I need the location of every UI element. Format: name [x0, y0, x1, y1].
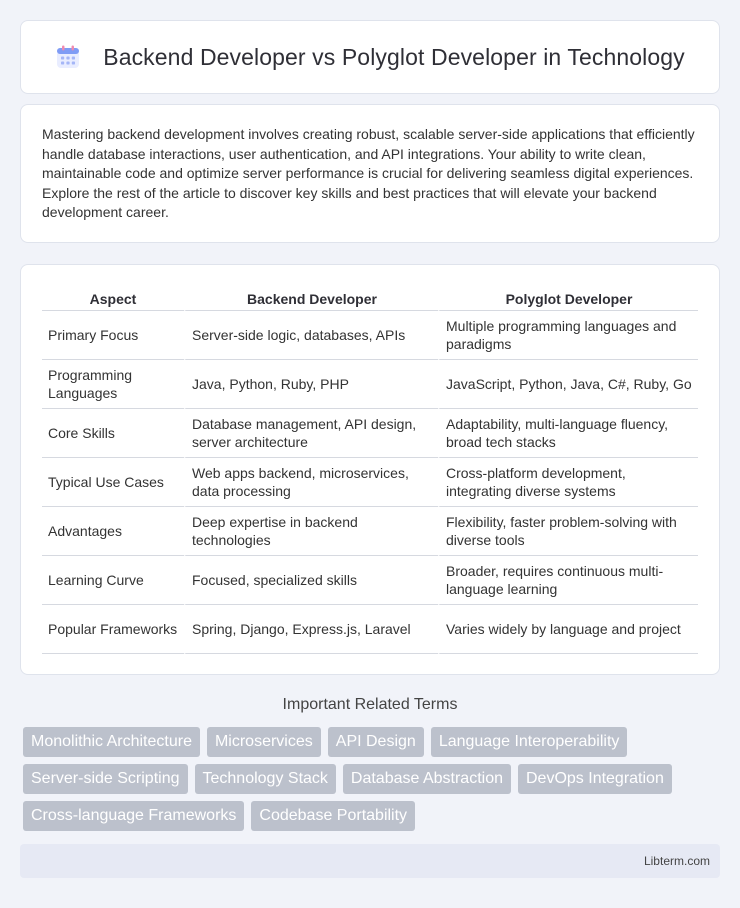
- tag-codebase-portability[interactable]: Codebase Portability: [251, 801, 415, 831]
- cell-polyglot: JavaScript, Python, Java, C#, Ruby, Go: [438, 360, 698, 409]
- header-backend-developer: Backend Developer: [184, 285, 438, 311]
- page-title: Backend Developer vs Polyglot Developer in Technology: [103, 43, 685, 70]
- tag-monolithic-architecture[interactable]: Monolithic Architecture: [23, 727, 200, 757]
- header-polyglot-developer: Polyglot Developer: [438, 285, 698, 311]
- cell-polyglot: Flexibility, faster problem-solving with diverse tools: [438, 507, 698, 556]
- tag-microservices[interactable]: Microservices: [207, 727, 321, 757]
- table-row: [42, 556, 698, 605]
- tag-devops-integration[interactable]: DevOps Integration: [518, 764, 672, 794]
- tag-technology-stack[interactable]: Technology Stack: [195, 764, 336, 794]
- cell-backend: Java, Python, Ruby, PHP: [184, 360, 438, 409]
- comparison-table-card: [20, 264, 720, 675]
- intro-card: [20, 104, 720, 243]
- table-row: [42, 360, 698, 409]
- table-row: [42, 311, 698, 360]
- tag-language-interoperability[interactable]: Language Interoperability: [431, 727, 628, 757]
- cell-aspect: Typical Use Cases: [42, 458, 184, 507]
- cell-aspect: Learning Curve: [42, 556, 184, 605]
- header-aspect: Aspect: [42, 285, 184, 311]
- intro-paragraph: Mastering backend development involves creating robust, scalable server-side applications that efficiently handle database interactions, user authentication, and API integrations. Your ability to write clean, maintainable code and optimize server performance is crucial for delivering seamless digital experiences. Explore the rest of the article to discover key skills and best practices that will elevate your backend development career.: [42, 126, 695, 221]
- header-card: [20, 20, 720, 94]
- cell-polyglot: Cross-platform development, integrating diverse systems: [438, 458, 698, 507]
- table-row: [42, 605, 698, 654]
- cell-polyglot: Adaptability, multi-language fluency, broad tech stacks: [438, 409, 698, 458]
- cell-backend: Deep expertise in backend technologies: [184, 507, 438, 556]
- cell-polyglot: Multiple programming languages and paradigms: [438, 311, 698, 360]
- tag-server-side-scripting[interactable]: Server-side Scripting: [23, 764, 188, 794]
- footer: [20, 844, 720, 878]
- cell-backend: Spring, Django, Express.js, Laravel: [184, 605, 438, 654]
- cell-polyglot: Varies widely by language and project: [438, 605, 698, 654]
- cell-backend: Database management, API design, server architecture: [184, 409, 438, 458]
- tag-database-abstraction[interactable]: Database Abstraction: [343, 764, 511, 794]
- calendar-icon: [55, 44, 81, 70]
- cell-aspect: Programming Languages: [42, 360, 184, 409]
- cell-aspect: Popular Frameworks: [42, 605, 184, 654]
- related-terms-title: Important Related Terms: [282, 696, 458, 713]
- cell-backend: Focused, specialized skills: [184, 556, 438, 605]
- table-header-row: [42, 285, 698, 311]
- table-row: [42, 409, 698, 458]
- tag-api-design[interactable]: API Design: [328, 727, 424, 757]
- cell-aspect: Core Skills: [42, 409, 184, 458]
- comparison-table: [42, 285, 698, 654]
- cell-backend: Web apps backend, microservices, data processing: [184, 458, 438, 507]
- cell-polyglot: Broader, requires continuous multi-language learning: [438, 556, 698, 605]
- related-terms-list: [23, 727, 717, 831]
- cell-aspect: Advantages: [42, 507, 184, 556]
- tag-cross-language-frameworks[interactable]: Cross-language Frameworks: [23, 801, 244, 831]
- table-row: [42, 458, 698, 507]
- table-row: [42, 507, 698, 556]
- footer-brand-link[interactable]: Libterm.com: [643, 854, 710, 868]
- cell-backend: Server-side logic, databases, APIs: [184, 311, 438, 360]
- cell-aspect: Primary Focus: [42, 311, 184, 360]
